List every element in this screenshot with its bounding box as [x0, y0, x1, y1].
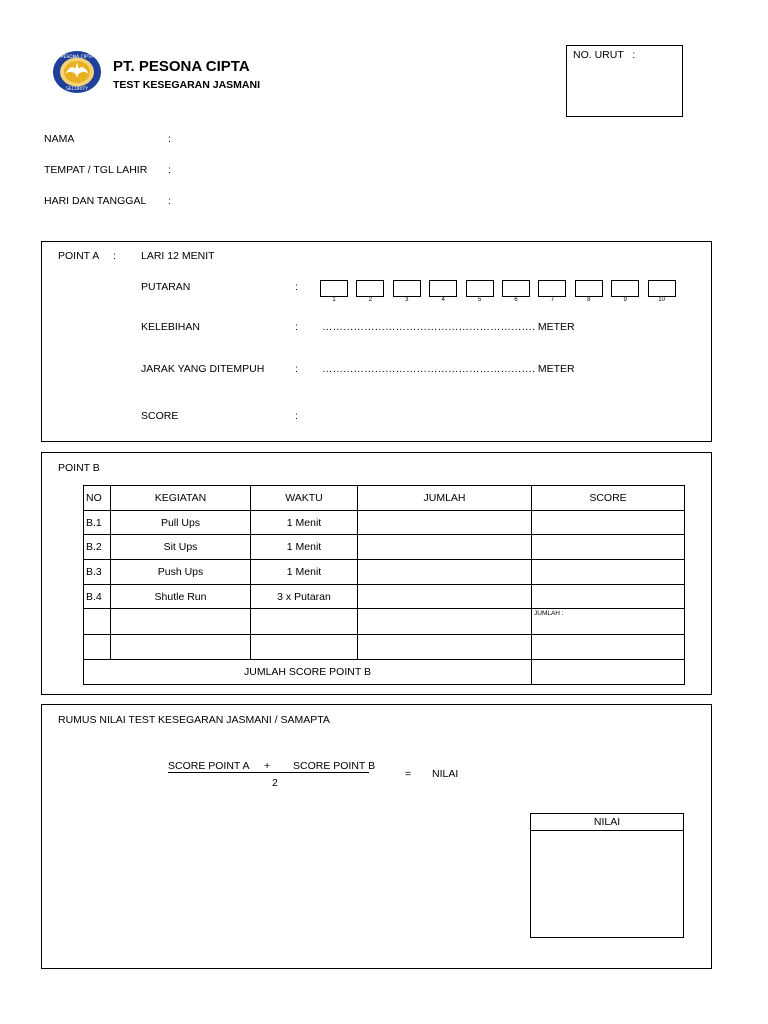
- point-a-colon: :: [113, 250, 116, 262]
- lap-box[interactable]: [538, 280, 566, 297]
- nilai-box-label: NILAI: [531, 814, 683, 831]
- row-score-cell[interactable]: [532, 560, 685, 585]
- field-nama-label: NAMA: [44, 133, 75, 145]
- row-waktu: 1 Menit: [251, 560, 358, 585]
- empty-cell[interactable]: [84, 609, 111, 635]
- lap-number: 9: [623, 297, 627, 303]
- lap-number: 5: [477, 297, 482, 303]
- jumlah-subtotal-cell[interactable]: JUMLAH :: [532, 609, 685, 635]
- empty-cell[interactable]: [532, 635, 685, 660]
- field-nama-colon: :: [168, 133, 171, 145]
- table-row: [84, 609, 685, 635]
- point-b-table: [83, 485, 685, 685]
- col-header-no: NO: [84, 486, 111, 511]
- lap-number: 4: [441, 297, 445, 303]
- jarak-label: JARAK YANG DITEMPUH: [141, 363, 265, 375]
- row-no: B.2: [84, 535, 111, 560]
- lap-number: 10: [658, 297, 665, 303]
- lap-number: 1: [332, 297, 336, 303]
- lap-box[interactable]: [575, 280, 603, 297]
- lap-box[interactable]: [393, 280, 421, 297]
- empty-cell[interactable]: [251, 635, 358, 660]
- empty-cell[interactable]: [251, 609, 358, 635]
- col-header-waktu: WAKTU: [251, 486, 358, 511]
- lap-number: 3: [405, 297, 409, 303]
- table-row: [84, 510, 685, 535]
- row-kegiatan: Pull Ups: [111, 510, 251, 535]
- row-waktu: 3 x Putaran: [251, 584, 358, 609]
- kelebihan-colon: :: [295, 321, 298, 333]
- lap-box[interactable]: [320, 280, 348, 297]
- formula-title: RUMUS NILAI TEST KESEGARAN JASMANI / SAMAPTA: [58, 714, 330, 726]
- row-no: B.1: [84, 510, 111, 535]
- lap-number: 2: [368, 297, 373, 303]
- total-score-b-label: JUMLAH SCORE POINT B: [84, 659, 532, 684]
- lap-box[interactable]: [502, 280, 530, 297]
- putaran-label: PUTARAN: [141, 281, 191, 293]
- empty-cell[interactable]: [111, 635, 251, 660]
- empty-cell[interactable]: [111, 609, 251, 635]
- table-header-row: [84, 486, 685, 511]
- row-no: B.3: [84, 560, 111, 585]
- row-jumlah-cell[interactable]: [358, 584, 532, 609]
- lap-box[interactable]: [648, 280, 676, 297]
- score-a-colon: :: [295, 410, 298, 422]
- formula-result: NILAI: [432, 768, 459, 780]
- empty-cell[interactable]: [358, 635, 532, 660]
- row-kegiatan: Push Ups: [111, 560, 251, 585]
- field-hari-tanggal-label: HARI DAN TANGGAL: [44, 195, 147, 207]
- empty-cell[interactable]: [84, 635, 111, 660]
- lap-box[interactable]: [611, 280, 639, 297]
- row-jumlah-cell[interactable]: [358, 560, 532, 585]
- company-name: PT. PESONA CIPTA: [113, 58, 250, 75]
- field-tempat-tgl-lahir-colon: :: [168, 164, 171, 176]
- formula-plus: +: [264, 760, 271, 772]
- logo-text-top: PESONA CIPTA: [60, 55, 94, 60]
- formula-divisor: 2: [272, 777, 278, 789]
- lap-box[interactable]: [429, 280, 457, 297]
- empty-cell[interactable]: [358, 609, 532, 635]
- logo-text-bottom: SECURITY: [65, 87, 89, 92]
- formula-term-b: SCORE POINT B: [293, 760, 376, 772]
- score-a-label: SCORE: [141, 410, 179, 422]
- row-score-cell[interactable]: [532, 535, 685, 560]
- table-row: [84, 560, 685, 585]
- lap-box[interactable]: [466, 280, 494, 297]
- row-kegiatan: Shutle Run: [111, 584, 251, 609]
- table-total-row: [84, 659, 685, 684]
- lap-number: 6: [514, 297, 518, 303]
- row-kegiatan: Sit Ups: [111, 535, 251, 560]
- point-b-label: POINT B: [58, 462, 100, 474]
- row-score-cell[interactable]: [532, 584, 685, 609]
- formula-term-a: SCORE POINT A: [168, 760, 250, 772]
- kelebihan-label: KELEBIHAN: [141, 321, 200, 333]
- lap-number: 8: [587, 297, 591, 303]
- company-logo: [52, 50, 102, 94]
- total-score-b-cell[interactable]: [532, 659, 685, 684]
- field-tempat-tgl-lahir-label: TEMPAT / TGL LAHIR: [44, 164, 148, 176]
- row-jumlah-cell[interactable]: [358, 535, 532, 560]
- no-urut-label: NO. URUT :: [573, 49, 636, 61]
- row-jumlah-cell[interactable]: [358, 510, 532, 535]
- lap-box[interactable]: [356, 280, 384, 297]
- row-score-cell[interactable]: [532, 510, 685, 535]
- field-hari-tanggal-colon: :: [168, 195, 171, 207]
- putaran-colon: :: [295, 281, 298, 293]
- formula-equals: =: [405, 768, 412, 780]
- kelebihan-value[interactable]: ……………………………………………………. METER: [322, 321, 575, 333]
- row-waktu: 1 Menit: [251, 510, 358, 535]
- point-a-label: POINT A: [58, 250, 100, 262]
- table-row: [84, 535, 685, 560]
- table-row: [84, 635, 685, 660]
- row-no: B.4: [84, 584, 111, 609]
- nilai-box[interactable]: [530, 813, 684, 938]
- table-row: [84, 584, 685, 609]
- fraction-line: [168, 772, 369, 773]
- jarak-value[interactable]: ……………………………………………………. METER: [322, 363, 575, 375]
- col-header-score: SCORE: [532, 486, 685, 511]
- jarak-colon: :: [295, 363, 298, 375]
- no-urut-box[interactable]: [566, 45, 683, 117]
- lap-number: 7: [550, 297, 555, 303]
- row-waktu: 1 Menit: [251, 535, 358, 560]
- col-header-kegiatan: KEGIATAN: [111, 486, 251, 511]
- col-header-jumlah: JUMLAH: [358, 486, 532, 511]
- point-a-activity: LARI 12 MENIT: [141, 250, 215, 262]
- form-title: TEST KESEGARAN JASMANI: [113, 79, 261, 91]
